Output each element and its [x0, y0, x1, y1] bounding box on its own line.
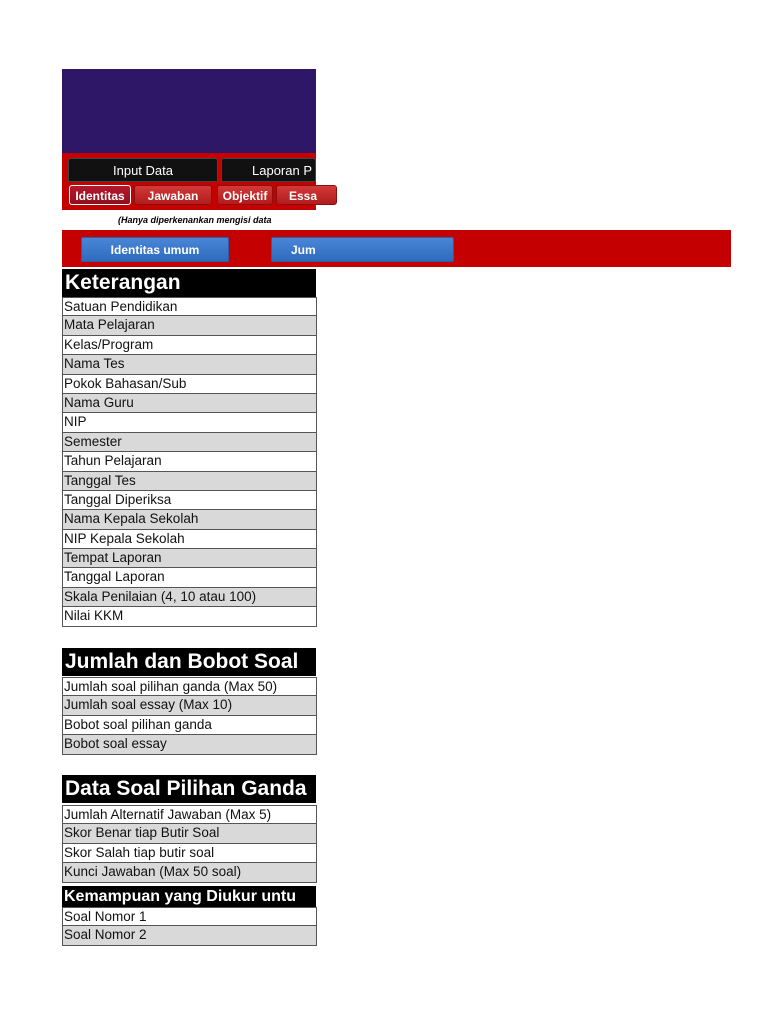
list-item: Jumlah Alternatif Jawaban (Max 5) — [62, 805, 317, 824]
list-item: Tempat Laporan — [62, 549, 317, 568]
list-item: Skor Benar tiap Butir Soal — [62, 824, 317, 843]
nav-identitas-umum-button[interactable]: Identitas umum — [81, 237, 229, 262]
list-item: Soal Nomor 2 — [62, 926, 317, 945]
list-item: Nilai KKM — [62, 607, 317, 626]
list-item: Mata Pelajaran — [62, 316, 317, 335]
list-item: Bobot soal pilihan ganda — [62, 716, 317, 735]
keterangan-heading: Keterangan — [62, 269, 316, 297]
list-item: Tanggal Tes — [62, 472, 317, 491]
list-item: Soal Nomor 1 — [62, 907, 317, 926]
list-item: Kunci Jawaban (Max 50 soal) — [62, 863, 317, 882]
subtab-essay[interactable]: Essa — [276, 185, 337, 205]
bobot-list — [62, 677, 317, 755]
soal-list — [62, 907, 317, 946]
pilihan-ganda-list — [62, 805, 317, 883]
header-banner — [62, 69, 316, 153]
list-item: Semester — [62, 433, 317, 452]
pilihan-ganda-heading: Data Soal Pilihan Ganda — [62, 775, 316, 803]
bobot-heading: Jumlah dan Bobot Soal — [62, 648, 316, 676]
list-item: Bobot soal essay — [62, 735, 317, 754]
list-item: Tahun Pelajaran — [62, 452, 317, 471]
nav-jumlah-button[interactable]: Jum — [271, 237, 454, 262]
tab-laporan[interactable]: Laporan P — [221, 158, 316, 182]
list-item: Nama Guru — [62, 394, 317, 413]
list-item: Tanggal Laporan — [62, 568, 317, 587]
keterangan-list — [62, 297, 317, 627]
list-item: Tanggal Diperiksa — [62, 491, 317, 510]
list-item: Skala Penilaian (4, 10 atau 100) — [62, 588, 317, 607]
list-item: Nama Kepala Sekolah — [62, 510, 317, 529]
list-item: Kelas/Program — [62, 336, 317, 355]
subtab-objektif[interactable]: Objektif — [217, 185, 273, 205]
kemampuan-heading: Kemampuan yang Diukur untu — [62, 886, 316, 907]
list-item: Jumlah soal essay (Max 10) — [62, 696, 317, 715]
list-item: Jumlah soal pilihan ganda (Max 50) — [62, 677, 317, 696]
list-item: NIP — [62, 413, 317, 432]
subtab-jawaban[interactable]: Jawaban — [134, 185, 212, 205]
list-item: NIP Kepala Sekolah — [62, 530, 317, 549]
list-item: Satuan Pendidikan — [62, 297, 317, 316]
input-notice: (Hanya diperkenankan mengisi data — [62, 210, 316, 230]
subtab-identitas[interactable]: Identitas — [69, 185, 131, 205]
list-item: Nama Tes — [62, 355, 317, 374]
tab-input-data[interactable]: Input Data — [68, 158, 218, 182]
list-item: Pokok Bahasan/Sub — [62, 375, 317, 394]
list-item: Skor Salah tiap butir soal — [62, 844, 317, 863]
